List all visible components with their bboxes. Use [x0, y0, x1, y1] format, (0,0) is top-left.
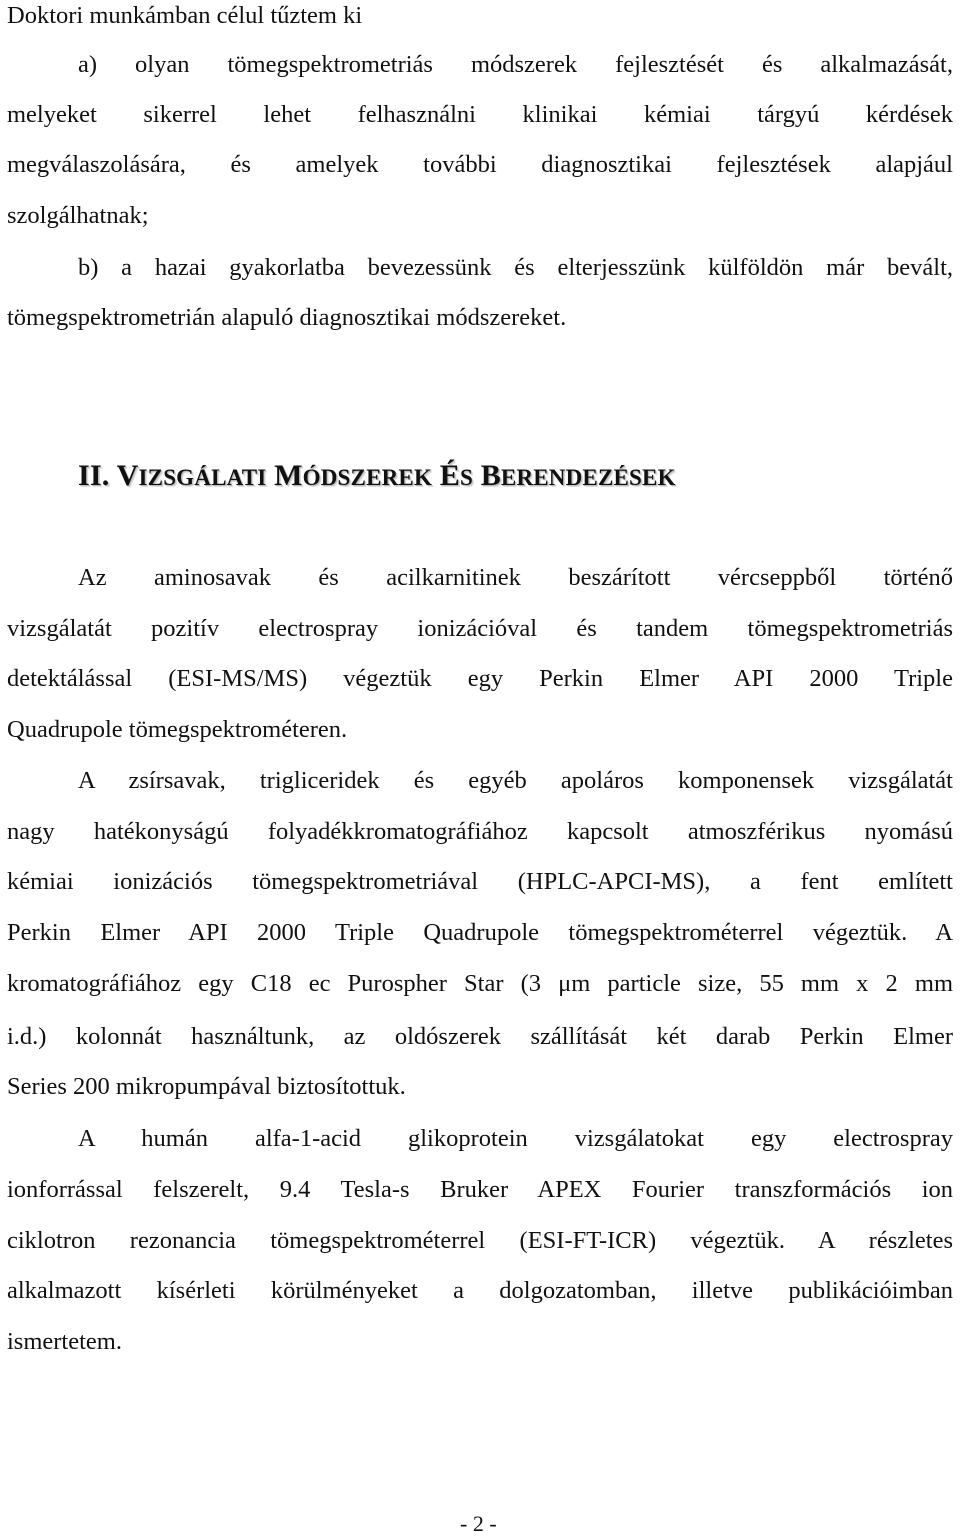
p2-line-5: kromatográfiához egy C18 ec Purospher Star (3 μm particle size, 55 mm x 2 mm	[7, 970, 953, 997]
item-a-line-2: melyeket sikerrel lehet felhasználni klinikai kémiai tárgyú kérdések	[7, 101, 953, 128]
heading-rest-2: ÓDSZEREK	[302, 465, 433, 490]
p1-line-2: vizsgálatát pozitív electrospray ionizációval és tandem tömegspektrometriás	[7, 615, 953, 642]
section-number: II.	[78, 459, 110, 492]
heading-initial-4: B	[480, 459, 501, 492]
heading-rest-4: ERENDEZÉSEK	[500, 465, 676, 490]
item-a-line-3: megválaszolására, és amelyek további diagnosztikai fejlesztések alapjául	[7, 151, 953, 178]
p2-line-2: nagy hatékonyságú folyadékkromatográfiához kapcsolt atmoszférikus nyomású	[7, 818, 953, 845]
p1-line-1: Az aminosavak és acilkarnitinek beszárított vércseppből történő	[78, 564, 953, 591]
p3-line-1: A humán alfa-1-acid glikoprotein vizsgálatokat egy electrospray	[78, 1125, 953, 1152]
heading-rest-1: IZSGÁLATI	[138, 465, 267, 490]
p2-line-1: A zsírsavak, trigliceridek és egyéb apoláros komponensek vizsgálatát	[78, 767, 953, 794]
heading-rest-3: S	[459, 465, 473, 490]
p1-line-3: detektálással (ESI-MS/MS) végeztük egy Perkin Elmer API 2000 Triple	[7, 665, 953, 692]
item-b-line-2: tömegspektrometrián alapuló diagnosztikai módszereket.	[7, 304, 567, 331]
p2-line-3: kémiai ionizációs tömegspektrometriával (HPLC-APCI-MS), a fent említett	[7, 868, 953, 895]
page-number: - 2 -	[460, 1511, 497, 1536]
p3-line-2: ionforrással felszerelt, 9.4 Tesla-s Bruker APEX Fourier transzformációs ion	[7, 1176, 953, 1203]
heading-initial-1: V	[116, 459, 139, 492]
item-a-line-1: a) olyan tömegspektrometriás módszerek fejlesztését és alkalmazását,	[78, 51, 953, 78]
p3-line-3: ciklotron rezonancia tömegspektrométerrel (ESI-FT-ICR) végeztük. A részletes	[7, 1227, 953, 1254]
section-heading	[78, 458, 676, 496]
p2-line-6: i.d.) kolonnát használtunk, az oldószerek szállítását két darab Perkin Elmer	[7, 1023, 953, 1050]
item-b-line-1: b) a hazai gyakorlatba bevezessünk és elterjesszünk külföldön már bevált,	[78, 254, 953, 281]
heading-initial-2: M	[274, 459, 303, 492]
item-a-line-4: szolgálhatnak;	[7, 202, 149, 229]
p3-line-5: ismertetem.	[7, 1328, 122, 1355]
p1-line-4: Quadrupole tömegspektrométeren.	[7, 716, 348, 743]
p2-line-7: Series 200 mikropumpával biztosítottuk.	[7, 1073, 406, 1100]
heading-initial-3: É	[439, 459, 460, 492]
p3-line-4: alkalmazott kísérleti körülményeket a dolgozatomban, illetve publikációimban	[7, 1277, 953, 1304]
p2-line-4: Perkin Elmer API 2000 Triple Quadrupole tömegspektrométerrel végeztük. A	[7, 919, 953, 946]
intro-lead: Doktori munkámban célul tűztem ki	[7, 2, 363, 29]
